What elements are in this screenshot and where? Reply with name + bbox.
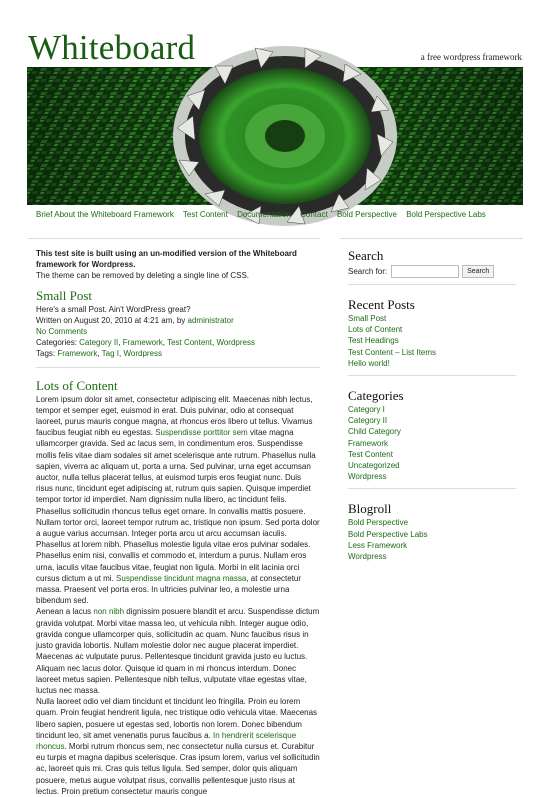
recent-post-link[interactable]: Hello world!	[348, 358, 390, 368]
inline-link[interactable]: In hendrerit scelerisque rhoncus	[36, 730, 297, 751]
sidebar-category-link[interactable]: Category II	[348, 416, 388, 426]
blogroll-link[interactable]: Less Framework	[348, 540, 408, 550]
post-small	[36, 288, 320, 360]
nav-item-contact[interactable]: Contact	[300, 210, 328, 219]
recent-post-link[interactable]: Lots of Content	[348, 325, 403, 335]
recent-post-link[interactable]: Test Content – List Items	[348, 347, 437, 357]
recent-post-link[interactable]: Test Headings	[348, 336, 399, 346]
inline-link[interactable]: Suspendisse tincidunt magna massa	[116, 573, 247, 583]
blogroll-link[interactable]: Bold Perspective	[348, 518, 409, 528]
widget-title-blogroll: Blogroll	[348, 501, 392, 517]
sidebar-category-link[interactable]: Test Content	[348, 449, 393, 459]
category-link[interactable]: Framework	[122, 338, 163, 348]
category-link[interactable]: Wordpress	[216, 338, 255, 348]
main-navigation	[36, 210, 493, 219]
post-categories: Categories: Category II, Framework, Test Content, Wordpress	[36, 338, 255, 348]
blogroll-link[interactable]: Bold Perspective Labs	[348, 529, 428, 539]
category-link[interactable]: Category II	[79, 338, 119, 348]
tag-link[interactable]: Framework	[57, 349, 98, 359]
nav-item-bold-perspective-labs[interactable]: Bold Perspective Labs	[406, 210, 486, 219]
categories-widget	[348, 388, 516, 489]
post-author-link[interactable]: administrator	[187, 315, 234, 325]
widget-title-search: Search	[348, 248, 384, 263]
categories-label: Categories:	[36, 338, 80, 348]
tag-link[interactable]: Tag I	[101, 349, 120, 359]
main-content	[36, 248, 320, 797]
sidebar-category-link[interactable]: Category I	[348, 405, 385, 415]
post-paragraph: Aenean a lacus non nibh dignissim posuere blandit et arcu. Suspendisse dictum gravida volutpat. Morbi vitae massa leo, ut vehicula nibh. Integer augue odio, gravida congue ullamcorper quis, sollicitudin ac quam. Nunc faucibus risus in justo gravida lobortis. Nullam molestie dolor nec augue placerat imperdiet. Maecenas ac vulputate purus. Pellentesque tincidunt gravida justo eu luctus. Aliquam nec lacus dolor. Quisque id quam in mi rhoncus interdum. Donec laoreet metus sapien. Pellentesque nibh tellus, vulputate vitae egestas vitae, luctus nec massa.	[36, 607, 320, 695]
search-label: Search for:	[348, 266, 388, 276]
inline-link[interactable]: Suspendisse porttitor sem	[155, 428, 248, 438]
recent-posts-widget	[348, 297, 516, 376]
sidebar-divider	[340, 238, 523, 239]
widget-divider	[348, 284, 516, 285]
blogroll-link[interactable]: Wordpress	[348, 552, 387, 562]
sidebar	[348, 248, 516, 570]
widget-title-recent-posts: Recent Posts	[348, 297, 415, 312]
tags-label: Tags:	[36, 349, 58, 359]
post-lots-of-content	[36, 378, 320, 797]
sidebar-category-link[interactable]: Framework	[348, 438, 389, 448]
nav-item-bold-perspective[interactable]: Bold Perspective	[336, 210, 397, 219]
notice-strong-text: This test site is built using an un-modified version of the Whiteboard framework for Wordpress.	[36, 249, 297, 270]
post-paragraph: Nulla laoreet odio vel diam tincidunt et tincidunt leo fringilla. Proin eu lorem quam. Proin feugiat hendrerit ligula, nec tristique odio vehicula vitae. Maecenas libero sapien, posuere ut egestas sed, lobortis non lorem. Donec bibendum tincidunt leo, sit amet venenatis purus faucibus a. In hendrerit scelerisque rhoncus. Morbi rutrum rhoncus sem, nec consectetur nulla cursus et. Curabitur eu turpis et magna dapibus scelerisque. Cras ipsum lorem, varius vel sollicitudin ac, laoreet quis mi. Cras quis tellus ligula. Sed semper, dolor quis aliquam posuere, metus augue volutpat risus, convallis pellentesque justo risus at lectus. Proin pretium consectetur mauris congue	[36, 697, 320, 796]
recent-post-link[interactable]: Small Post	[348, 314, 387, 323]
sidebar-category-link[interactable]: Child Category	[348, 427, 401, 437]
widget-title-categories: Categories	[348, 388, 404, 404]
content-divider	[28, 238, 320, 239]
sidebar-category-link[interactable]: Uncategorized	[348, 461, 400, 471]
sidebar-category-link[interactable]: Wordpress	[348, 472, 387, 482]
post-title-lots-of-content[interactable]: Lots of Content	[36, 377, 118, 393]
post-divider	[36, 367, 320, 368]
post-comments-link[interactable]: No Comments	[36, 327, 88, 337]
widget-divider	[348, 488, 516, 489]
nav-item-documentation[interactable]: Documentation	[237, 210, 291, 219]
post-title-small-post[interactable]: Small Post	[36, 287, 92, 303]
site-tagline: a free wordpress framework	[420, 52, 522, 62]
blogroll-widget	[348, 501, 516, 562]
widget-divider	[348, 375, 516, 376]
post-tags: Tags: Framework, Tag I, Wordpress	[36, 349, 162, 359]
post-meta-date: Written on August 20, 2010 at 4:21 am, by	[36, 315, 188, 325]
notice-text: The theme can be removed by deleting a single line of CSS.	[36, 271, 250, 281]
post-paragraph: Phasellus sollicitudin rhoncus tellus eget ornare. In convallis mattis posuere. Nullam tortor orci, laoreet tempor rutrum ac, tristique non ipsum. Sed porta dolor a augue varius accumsan. Integer porta arcu ut arcu accumsan iaculis. Phasellus at lorem nibh. Phasellus molestie ligula vitae eros pulvinar sodales. Phasellus enim nisi, convallis et commodo et, interdum a purus. Nullam eros urna, iaculis vitae faucibus vitae, feugiat non ligula. Morbi in elit lacinia orci cursus dictum a ut mi. Suspendisse tincidunt magna massa, at consectetur massa. Praesent vel porta eros. In ultricies pulvinar leo, a molestie urna bibendum sed.	[36, 506, 320, 606]
header-banner-image	[27, 67, 523, 205]
nav-item-brief-about[interactable]: Brief About the Whiteboard Framework	[36, 210, 174, 219]
search-button[interactable]: Search	[462, 265, 494, 278]
post-meta	[36, 315, 320, 326]
search-input[interactable]	[391, 265, 459, 278]
inline-link[interactable]: non nibh	[93, 607, 125, 617]
post-paragraph: Lorem ipsum dolor sit amet, consectetur adipiscing elit. Maecenas nibh lectus, tempor et semper eget, euismod in erat. Duis pulvinar, odio at consequat laoreet, purus mauris congue magna, at rhoncus eros libero ut tellus. Vivamus faucibus feugiat nibh eu egestas. Suspendisse porttitor sem vitae magna ullamcorper gravida. Sed ac lacus sem, in condimentum eros. Suspendisse mollis felis vitae diam sodales sit amet scelerisque ante rutrum. Phasellus nulla sapien, viverra ac aliquam ut, porta a urna. Sed pulvinar, urna eget accumsan auctor, nulla tellus placerat tellus, at euismod turpis eros feugiat nunc. Duis risus nunc, tincidunt eget adipiscing at, rutrum quis sapien. Quisque imperdiet tempor tortor id imperdiet. Nam dignissim nulla libero, ac tincidunt felis.	[36, 394, 316, 505]
search-widget	[348, 248, 516, 285]
tag-link[interactable]: Wordpress	[123, 349, 162, 359]
post-excerpt: Here's a small Post. Ain't WordPress great?	[36, 304, 191, 314]
category-link[interactable]: Test Content	[167, 338, 212, 348]
nav-item-test-content[interactable]: Test Content	[182, 210, 228, 219]
site-title[interactable]: Whiteboard	[28, 28, 196, 67]
